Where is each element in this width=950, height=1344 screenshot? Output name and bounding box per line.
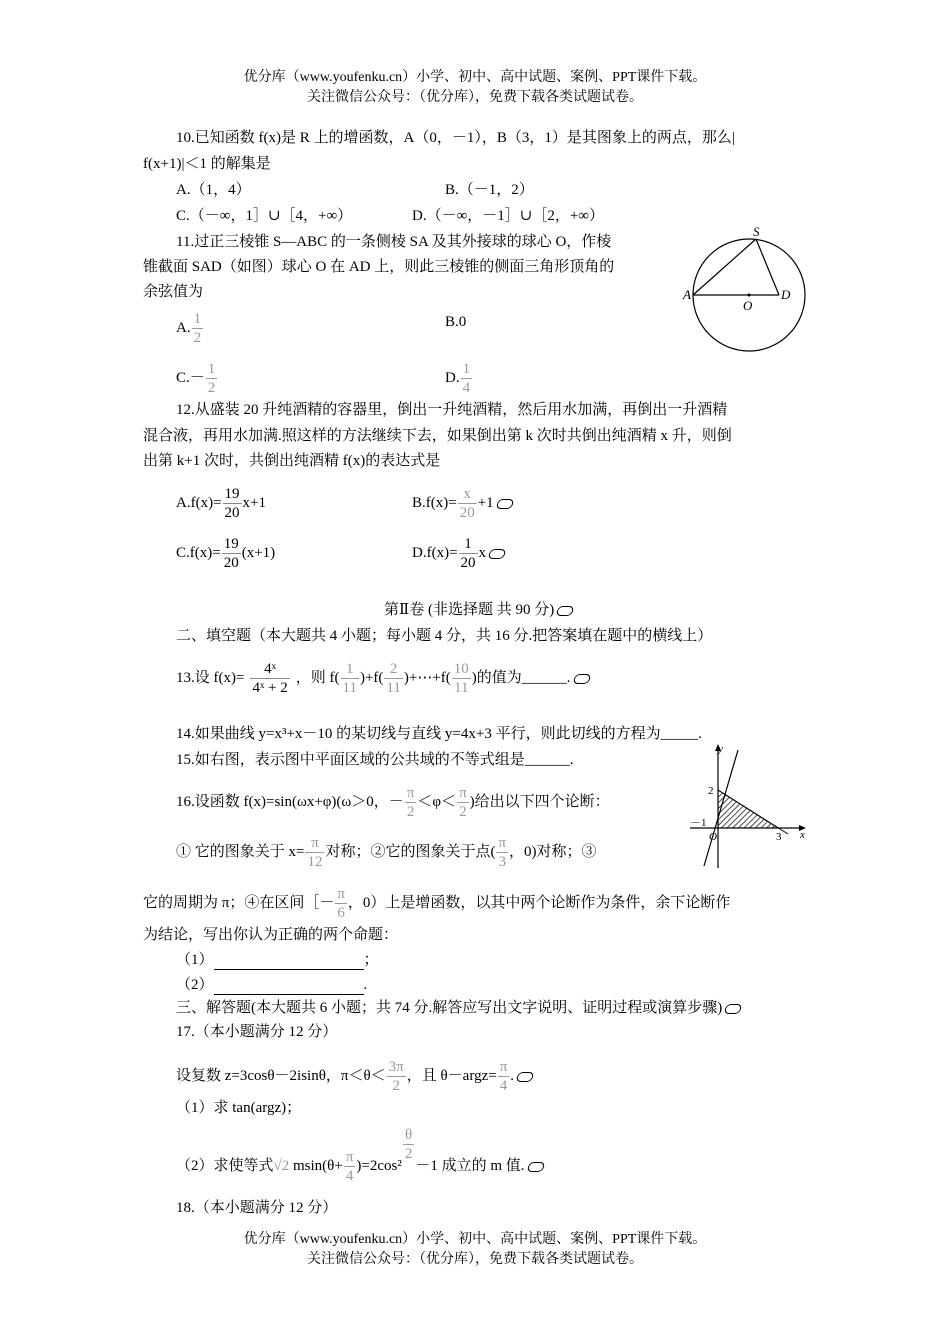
- q11-line-2: 锥截面 SAD（如图）球心 O 在 AD 上，则此三棱锥的侧面三角形顶角的: [143, 259, 615, 275]
- q15-line: 15.如右图，表示图中平面区域的公共域的不等式组是______.: [176, 752, 574, 768]
- answer-blank-2[interactable]: [214, 994, 364, 995]
- q17-statement: 设复数 z=3cosθ－2isinθ，π＜θ＜ $\frac{3\pi}{2}$ ，且 θ－argz= $\frac{\pi}{4}$ .: [176, 1058, 533, 1095]
- q12-line-2: 混合液，再用水加满.照这样的方法继续下去，如果倒出第 k 次时共倒出纯酒精 x 升，则倒: [143, 428, 732, 444]
- q10-line-1: 10.已知函数 f(x)是 R 上的增函数，A（0，－1），B（3，1）是其图象上的两点，那么|: [176, 130, 735, 146]
- q10-option-c: C.（－∞，1］∪［4，+∞）: [176, 208, 353, 224]
- label-d: D: [781, 287, 791, 302]
- svg-text:O: O: [709, 831, 717, 843]
- q11-line-3: 余弦值为: [143, 284, 204, 300]
- section-2-heading: 二、填空题（本大题共 4 小题；每小题 4 分，共 16 分.把答案填在题中的横线上）: [176, 628, 713, 644]
- label-a: A: [683, 287, 691, 302]
- q11-line-1: 11.过正三棱锥 S—ABC 的一条侧棱 SA 及其外接球的球心 O，作棱: [176, 234, 612, 250]
- q14-line: 14.如果曲线 y=x³+x－10 的某切线与直线 y=4x+3 平行，则此切线的方程为_____.: [176, 726, 702, 742]
- header-line-1: 优分库（www.youfenku.cn）小学、初中、高中试题、案例、PPT课件下载。: [243, 70, 707, 85]
- q11-option-c: C.－ $\frac{1}{2}$: [176, 361, 216, 396]
- q10-option-d: D.（－∞，－1］∪［2，+∞）: [412, 208, 604, 224]
- answer-blank-1[interactable]: [214, 969, 364, 970]
- q16-line-3: 它的周期为 π；④在区间［－ $\frac{\pi}{6}$ ，0）上是增函数，以其中两个论断作为条件，余下论断作: [143, 886, 731, 921]
- q10-line-2: f(x+1)|＜1 的解集是: [143, 156, 271, 172]
- q11-option-a: A. $\frac{1}{2}$: [176, 311, 202, 346]
- q18-title: 18.（本小题满分 12 分）: [176, 1200, 338, 1216]
- svg-text:x: x: [800, 829, 805, 841]
- q10-option-a: A.（1，4）: [176, 182, 251, 198]
- return-mark-icon: [495, 499, 514, 509]
- svg-text:－1: －1: [690, 817, 707, 829]
- section-3-heading: 三、解答题(本大题共 6 小题；共 74 分.解答应写出文字说明、证明过程或演算步骤): [176, 998, 741, 1018]
- q17-part-2: （2）求使等式√2 msin(θ+ $\frac{\pi}{4}$ )=2cos² $\frac{\theta}{2}$ －1 成立的 m 值.: [176, 1148, 544, 1185]
- return-mark-icon: [556, 606, 575, 616]
- q12-line-3: 出第 k+1 次时，共倒出纯酒精 f(x)的表达式是: [143, 453, 441, 469]
- return-mark-icon: [526, 1162, 545, 1172]
- q12-option-b: B.f(x)= $\frac{x}{20}$ +1: [412, 485, 513, 522]
- planar-region-figure: [688, 742, 810, 870]
- svg-text:3: 3: [776, 831, 782, 843]
- q16-line-4: 为结论，写出你认为正确的两个命题：: [143, 927, 399, 943]
- return-mark-icon: [572, 674, 591, 684]
- q12-option-c: C.f(x)= $\frac{19}{20}$ (x+1): [176, 536, 276, 571]
- q10-option-b: B.（－1，2）: [445, 182, 534, 198]
- footer-line-2: 关注微信公众号：（优分库），免费下载各类试题试卷。: [307, 1252, 643, 1267]
- label-o: O: [743, 298, 753, 313]
- sphere-section-figure: [680, 225, 810, 355]
- q11-option-b: B.0: [445, 314, 467, 330]
- q16-answer-2: （2） .: [176, 977, 368, 993]
- return-mark-icon: [724, 1004, 743, 1014]
- return-mark-icon: [488, 549, 507, 559]
- q16-answer-1: （1） ；: [176, 952, 379, 968]
- footer-line-1: 优分库（www.youfenku.cn）小学、初中、高中试题、案例、PPT课件下载。: [243, 1232, 707, 1247]
- svg-text:y: y: [718, 743, 723, 755]
- q12-line-1: 12.从盛装 20 升纯酒精的容器里，倒出一升纯酒精，然后用水加满，再倒出一升酒精: [176, 402, 728, 418]
- label-s: S: [753, 225, 760, 239]
- header-line-2: 关注微信公众号：（优分库），免费下载各类试题试卷。: [307, 90, 643, 105]
- q13-line: 13.设 f(x)= $\frac{\text{4ˣ}}{\text{4ˣ + 2}}$ ，则 f( $\frac{1}{11}$ )+f( $\frac{2}{11}$ )+⋯+f( $\frac{10}{11}$ )的值为______.: [176, 660, 590, 697]
- q17-part-1: （1）求 tan(argz)；: [176, 1100, 302, 1116]
- q16-line-2: ① 它的图象关于 x= $\frac{\pi}{12}$ 对称；②它的图象关于点( $\frac{\pi}{3}$ ，0)对称；③: [176, 835, 597, 870]
- q12-option-a: A.f(x)= $\frac{19}{20}$ x+1: [176, 486, 266, 521]
- q11-option-d: D. $\frac{1}{4}$: [445, 361, 471, 396]
- return-mark-icon: [516, 1072, 535, 1082]
- svg-text:2: 2: [708, 785, 714, 797]
- q16-line-1: 16.设函数 f(x)=sin(ωx+φ)(ω＞0，－ $\frac{\pi}{2}$ ＜φ＜ $\frac{\pi}{2}$ )给出以下四个论断：: [176, 785, 610, 820]
- part2-title: 第Ⅱ卷 (非选择题 共 90 分): [384, 600, 573, 620]
- q17-title: 17.（本小题满分 12 分）: [176, 1024, 338, 1040]
- q12-option-d: D.f(x)= $\frac{1}{20}$ x: [412, 535, 505, 572]
